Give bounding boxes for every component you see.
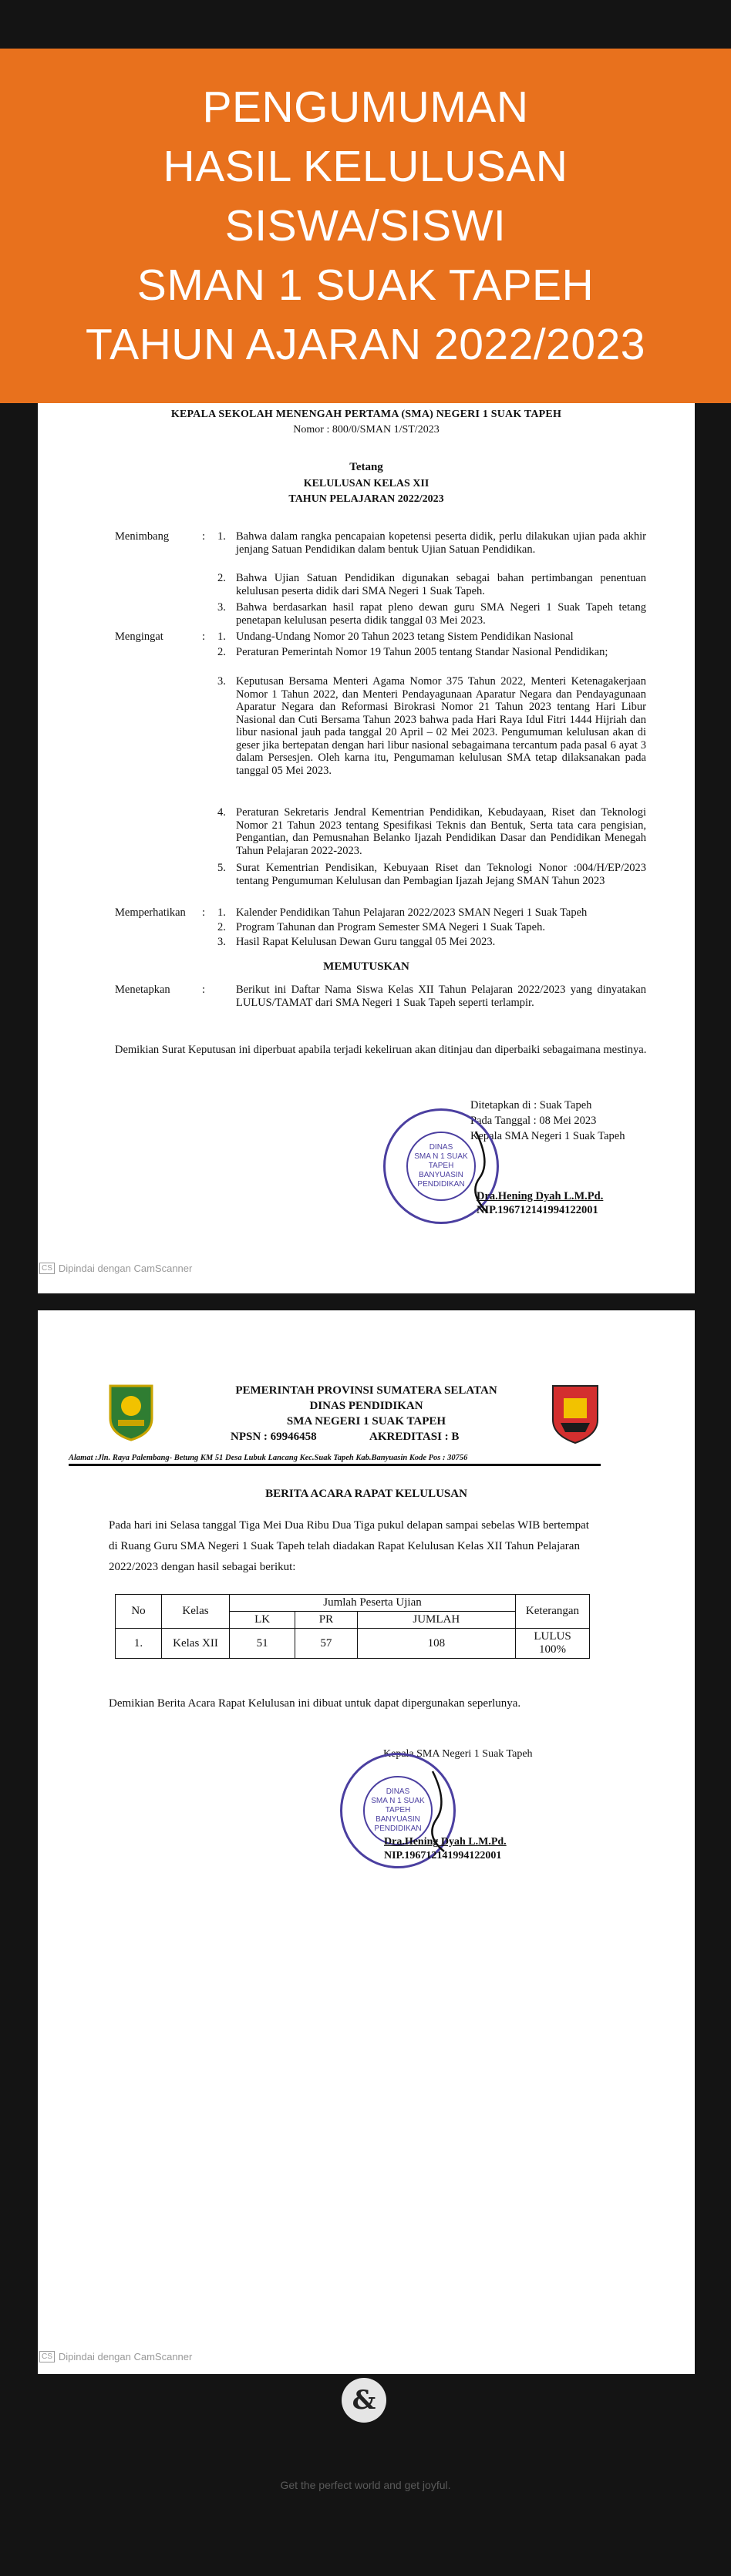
minutes-page [38,1310,695,2374]
banner-line: PENGUMUMAN [202,82,529,132]
mengingat-item: Peraturan Pemerintah Nomor 19 Tahun 2005 tentang Standar Nasional Pendidikan; [236,646,608,658]
decree-subject: TAHUN PELAJARAN 2022/2023 [288,493,444,505]
letterhead-divider [69,1464,601,1466]
decree-closing: Demikian Surat Keputusan ini diperbuat apabila terjadi kekeliruan akan ditinjau dan diperbaiki sebagaimana mestinya. [115,1044,647,1056]
school-address: Alamat :Jln. Raya Palembang- Betung KM 51 Desa Lubuk Lancang Kec.Suak Tapeh Kab.Banyuasin Kode Pos : 30756 [69,1454,468,1462]
mengingat-item: Keputusan Bersama Menteri Agama Nomor 375 Tahun 2022, Menteri Ketenagakerjaan Nomor 1 Tahun 2022, dan Menteri Pendayagunaan Aparatur Negara dan Pendayagunaan Aparatur Negara dan Reformasi Birokrasi Nomor 21 Tahun 2023 tentang Hari Libur Nasional dan Cuti Bersama Tahun 2023 bahwa pada Hari Raya Idul Fitri 1444 Hijriah dan libur nasional jauh pada tanggal 20 April – 02 Mei 2023. Pengumuman kelulusan akan di geser jika bertepatan dengan hari libur nasional sebagaimana tercantum pada pasal 6 ayat 3 dalam Persesjen. Oleh karna itu, Pengumaman kelulusan SMA tetap dilaksanakan pada tanggal 05 Mei 2023. [236,675,646,777]
item-number: 1. [217,906,226,919]
watermark-text: Dipindai dengan CamScanner [58,2351,193,2362]
menetapkan-text: Berikut ini Daftar Nama Siswa Kelas XII Tahun Pelajaran 2022/2023 yang dinyatakan LULUS/TAMAT dari SMA Negeri 1 Suak Tapeh seperti terlampir. [236,984,646,1009]
ditetapkan-line: Ditetapkan di : Suak Tapeh [470,1099,592,1111]
minutes-paragraph: Pada hari ini Selasa tanggal Tiga Mei Dua Ribu Dua Tiga pukul delapan sampai sebelas WIB bertempat di Ruang Guru SMA Negeri 1 Suak Tapeh telah diadakan Rapat Kelulusan Kelas XII Tahun Pelajaran 2022/2023 dengan hasil sebagai berikut: [109,1519,589,1573]
colon: : [202,631,206,643]
item-number: 2. [217,921,226,933]
kepala-line: Kepala SMA Negeri 1 Suak Tapeh [383,1748,533,1760]
item-number: 3. [217,601,226,614]
stamp-text: PENDIDIKAN [417,1179,465,1189]
announcement-banner [0,49,731,403]
colon: : [202,906,206,919]
decree-page [38,345,695,1293]
table-cell: 51 [230,1629,295,1659]
column-header: No [116,1595,162,1629]
column-header: Keterangan [516,1595,590,1629]
banner-line: HASIL KELULUSAN [163,141,568,191]
minutes-signer: Dra.Hening Dyah L.M.Pd. [384,1836,507,1848]
colon: : [202,984,206,996]
status-percent: 100% [539,1643,566,1656]
banner-line: SMAN 1 SUAK TAPEH [136,260,595,310]
column-header: Kelas [162,1595,230,1629]
stamp-text: SMA N 1 SUAK TAPEH [371,1796,425,1814]
decree-tentang: Tetang [349,461,383,473]
item-number: 3. [217,675,226,688]
memperhatikan-label: Memperhatikan [115,906,186,919]
menimbang-item: Bahwa Ujian Satuan Pendidikan digunakan sebagai bahan pertimbangan penentuan kelulusan peserta didik dari SMA Negeri 1 Suak Tapeh. [236,572,646,597]
minutes-closing: Demikian Berita Acara Rapat Kelulusan ini dibuat untuk dapat dipergunakan seperlunya. [109,1697,521,1710]
government-name: PEMERINTAH PROVINSI SUMATERA SELATAN [235,1384,497,1397]
npsn: NPSN : 69946458 [231,1431,317,1443]
akreditasi: AKREDITASI : B [369,1431,460,1443]
site-logo-icon[interactable]: & [342,2378,386,2423]
school-name: SMA NEGERI 1 SUAK TAPEH [286,1415,446,1428]
item-number: 2. [217,572,226,584]
kepala-line: Kepala SMA Negeri 1 Suak Tapeh [470,1130,625,1142]
table-cell: 108 [357,1629,515,1659]
stamp-text: BANYUASIN [419,1170,463,1179]
stamp-text: SMA N 1 SUAK TAPEH [414,1152,468,1170]
banner-line: TAHUN AJARAN 2022/2023 [86,319,645,369]
table-header-row [116,1595,590,1612]
decree-nip: NIP.196712141994122001 [477,1204,598,1216]
menimbang-label: Menimbang [115,530,170,543]
memperhatikan-item: Hasil Rapat Kelulusan Dewan Guru tanggal 05 Mei 2023. [236,936,496,948]
tanggal-line: Pada Tanggal : 08 Mei 2023 [470,1115,597,1127]
column-header: PR [295,1612,357,1629]
table-cell: 1. [116,1629,162,1659]
camscanner-watermark [39,1263,192,1274]
menimbang-item: Bahwa berdasarkan hasil rapat pleno dewan guru SMA Negeri 1 Suak Tapeh tetang penetapan kelulusan peserta didik tanggal 03 Mei 2023. [236,601,646,627]
menimbang-item: Bahwa dalam rangka pencapaian kopetensi peserta didik, perlu dilakukan ujian pada akhir jenjang Satuan Pendidikan dalam bentuk Ujian Satuan Pendidikan. [236,530,646,556]
stamp-text: DINAS [386,1787,410,1796]
minutes-nip: NIP.196712141994122001 [384,1850,502,1861]
results-table [115,1594,590,1659]
mengingat-label: Mengingat [115,631,163,643]
footer-tagline: Get the perfect world and get joyful. [280,2479,451,2491]
stamp-text: PENDIDIKAN [374,1824,422,1833]
item-number: 2. [217,646,226,658]
table-row [116,1629,590,1659]
stamp-text: DINAS [429,1142,453,1152]
mengingat-item: Peraturan Sekretaris Jendral Kementrian Pendidikan, Kebudayaan, Riset dan Teknologi Nomor 21 Tahun 2023 tentang Spesifikasi Teknis dan Bentuk, Serta tata cara pengisian, Pengantian, dan Pemusnahan Belanko Ijazah Pendidikan Dasar dan Pendidikan Menegah Tahun Pelajaran 2022-2023. [236,806,646,857]
item-number: 1. [217,631,226,643]
column-header: LK [230,1612,295,1629]
watermark-text: Dipindai dengan CamScanner [58,1263,193,1274]
camscanner-icon: CS [39,1263,55,1274]
table-cell: 57 [295,1629,357,1659]
item-number: 4. [217,806,226,819]
decree-signer: Dra.Hening Dyah L.M.Pd. [477,1190,604,1202]
dinas-name: DINAS PENDIDIKAN [309,1400,423,1412]
memperhatikan-item: Program Tahunan dan Program Semester SMA Negeri 1 Suak Tapeh. [236,921,545,933]
memutuskan-heading: MEMUTUSKAN [323,960,409,973]
table-cell [516,1629,590,1659]
decree-number: Nomor : 800/0/SMAN 1/ST/2023 [293,424,440,435]
item-number: 5. [217,862,226,874]
banner-line: SISWA/SISWI [224,200,507,251]
menetapkan-label: Menetapkan [115,984,170,996]
camscanner-icon: CS [39,2351,55,2362]
colon: : [202,530,206,543]
column-header: JUMLAH [357,1612,515,1629]
memperhatikan-item: Kalender Pendidikan Tahun Pelajaran 2022/2023 SMAN Negeri 1 Suak Tapeh [236,906,588,919]
mengingat-item: Surat Kementrian Pendisikan, Kebuyaan Riset dan Teknologi Nonor :004/H/EP/2023 tentang Pengumuman Kelulusan dan Pembagian Ijazah Jejang SMAN Tahun 2023 [236,862,646,887]
stamp-text: BANYUASIN [376,1814,420,1824]
item-number: 3. [217,936,226,948]
mengingat-item: Undang-Undang Nomor 20 Tahun 2023 tetang Sistem Pendidikan Nasional [236,631,574,643]
table-cell: Kelas XII [162,1629,230,1659]
decree-issuer: KEPALA SEKOLAH MENENGAH PERTAMA (SMA) NEGERI 1 SUAK TAPEH [170,409,562,420]
minutes-title: BERITA ACARA RAPAT KELULUSAN [265,1488,467,1500]
status-text: LULUS [534,1630,571,1643]
camscanner-watermark [39,2351,192,2362]
item-number: 1. [217,530,226,543]
decree-subject: KELULUSAN KELAS XII [303,478,430,489]
column-header: Jumlah Peserta Ujian [230,1595,516,1612]
